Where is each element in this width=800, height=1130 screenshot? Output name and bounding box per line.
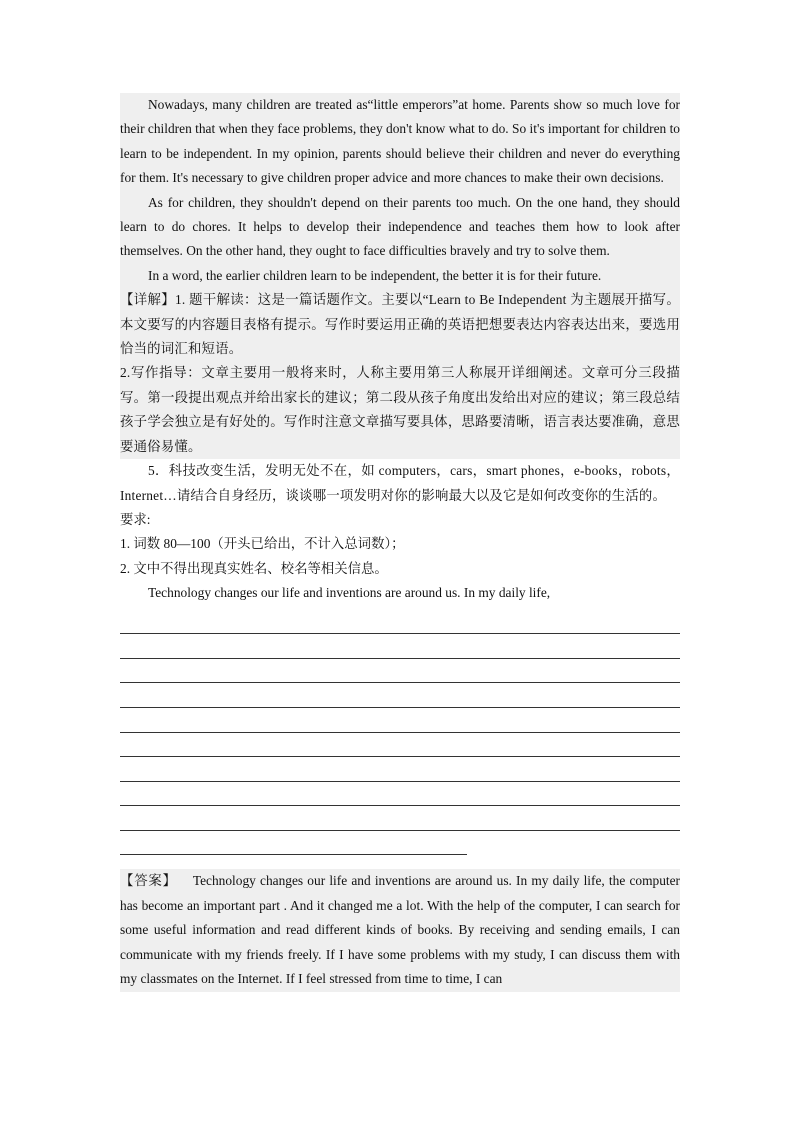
answer-label: 【答案】 xyxy=(120,873,177,889)
answer-paragraph xyxy=(120,869,680,991)
document-page xyxy=(120,93,680,992)
answer-text: Technology changes our life and inventions are around us. In my daily life, the computer has become an important part . And it changed me a lot. With the help of the computer, I can search for some useful information and read different kinds of books. By receiving and sending emails, I can communicate with my friends freely. If I have some problems with my study, I can discuss them with my classmates on the Internet. If I feel stressed from time to time, I can xyxy=(120,873,681,987)
answer-block xyxy=(120,869,680,991)
writing-line[interactable] xyxy=(120,806,680,831)
writing-line[interactable] xyxy=(120,782,680,807)
requirement-2: 2. 文中不得出现真实姓名、校名等相关信息。 xyxy=(120,560,388,576)
writing-line[interactable] xyxy=(120,708,680,733)
writing-line[interactable] xyxy=(120,659,680,684)
explanation-point-2: 2.写作指导：文章主要用一般将来时，人称主要用第三人称展开详细阐述。文章可分三段描写。第一段提出观点并给出家长的建议；第二段从孩子角度出发给出对应的建议；第三段总结孩子学会独立是有好处的。写作时注意文章描写要具体，思路要清晰，语言表达要准确，意思要通俗易懂。 xyxy=(120,365,680,454)
writing-line[interactable] xyxy=(120,683,680,708)
writing-line[interactable] xyxy=(120,610,680,635)
explanation-point-1: 【详解】1. 题干解读：这是一篇话题作文。主要以“Learn to Be Independent 为主题展开描写。本文要写的内容题目表格有提示。写作时要运用正确的英语把想要表达内容表达出来，要选用恰当的词汇和短语。 xyxy=(120,292,680,357)
essay-paragraph-1: Nowadays, many children are treated as“little emperors”at home. Parents show so much love for their children that when they face problems, they don't know what to do. So it's important for children to learn to be independent. In my opinion, parents should believe their children and never do everything for them. It's necessary to give children proper advice and more chances to make their own decisions. xyxy=(120,97,680,186)
requirement-1: 1. 词数 80—100（开头已给出，不计入总词数）； xyxy=(120,536,405,552)
essay-paragraph-2: As for children, they shouldn't depend on their parents too much. On the one hand, they should learn to do chores. It helps to develop their independence and teaches them how to look after themselves. On the other hand, they ought to face difficulties bravely and try to solve them. xyxy=(120,194,680,259)
writing-line[interactable] xyxy=(120,757,680,782)
writing-line-last[interactable] xyxy=(120,831,467,856)
question-5-prompt: 5．科技改变生活，发明无处不在，如 computers，cars，smart phones，e-books，robots，Internet…请结合自身经历，谈谈哪一项发明对你的影响最大以及它是如何改变你的生活的。 xyxy=(120,463,680,503)
essay-paragraph-3: In a word, the earlier children learn to be independent, the better it is for their future. xyxy=(148,267,602,283)
model-essay xyxy=(120,93,680,459)
requirements-label: 要求: xyxy=(120,511,151,527)
answer-writing-lines xyxy=(120,610,680,856)
writing-line[interactable] xyxy=(120,634,680,659)
writing-opening-sentence: Technology changes our life and inventions are around us. In my daily life, xyxy=(148,585,551,601)
writing-line[interactable] xyxy=(120,733,680,758)
